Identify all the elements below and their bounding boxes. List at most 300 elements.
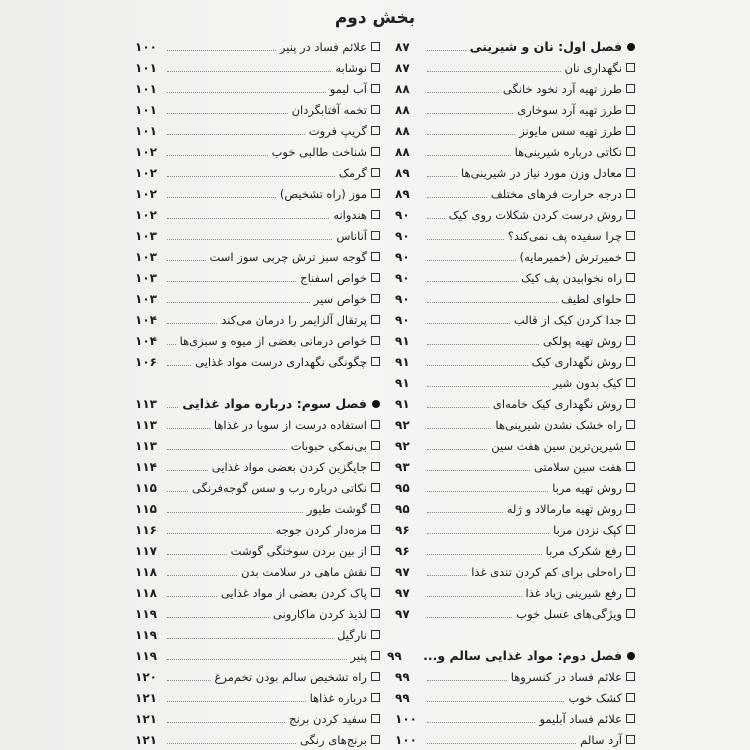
toc-entry-row [135,78,380,99]
page-number: ۱۱۹ [135,606,157,621]
checkbox-square-icon [626,588,635,597]
checkbox-square-icon [371,441,380,450]
page-number: ۱۱۵ [135,501,157,516]
toc-entry-row [135,561,380,582]
entry-title: روش تهیه مربا [552,480,622,495]
checkbox-square-icon [626,609,635,618]
checkbox-square-icon [626,693,635,702]
entry-title: روش نگهداری کیک خامه‌ای [492,396,622,411]
toc-entry-row [395,162,635,183]
entry-title: موز (راه تشخیص) [279,186,367,201]
entry-title: خواص درمانی بعضی از میوه و سبزی‌ها [179,333,367,348]
entry-title: روش تهیه مارمالاد و ژله [506,501,622,516]
dot-leader [167,596,217,597]
checkbox-square-icon [371,336,380,345]
dot-leader [167,92,326,93]
dot-leader [167,638,333,639]
toc-entry-row [135,729,380,750]
dot-leader [167,218,329,219]
page-number: ۱۰۶ [135,354,157,369]
toc-entry-row [395,78,635,99]
entry-title: لذیذ کردن ماکارونی [272,606,367,621]
dot-leader [427,407,489,408]
checkbox-square-icon [371,693,380,702]
checkbox-square-icon [371,252,380,261]
dot-leader [167,743,296,744]
checkbox-square-icon [626,168,635,177]
checkbox-square-icon [371,420,380,429]
entry-title: خواص سیر [313,291,367,306]
entry-title: چرا سفیده پف نمی‌کند؟ [507,228,622,243]
entry-title: جدا کردن کیک از قالب [513,312,622,327]
page-number: ۱۱۳ [135,438,157,453]
section-heading: بخش دوم [334,8,416,28]
dot-leader [427,50,466,51]
page-number: ۱۱۴ [135,459,157,474]
checkbox-square-icon [371,357,380,366]
checkbox-square-icon [626,273,635,282]
dot-leader [167,428,210,429]
checkbox-square-icon [371,273,380,282]
toc-entry-row [395,603,635,624]
chapter-title: فصل اول: نان و شیرینی [469,39,622,54]
entry-title: حلوای لطیف [560,291,622,306]
page-number: ۱۰۳ [135,228,157,243]
entry-title: علائم فساد در پنیر [279,39,367,54]
page-number: ۱۱۶ [135,522,157,537]
toc-entry-row [135,645,380,666]
entry-title: نارگیل [337,627,367,642]
entry-title: گریپ فروت [308,123,367,138]
toc-entry-row [135,666,380,687]
dot-leader [427,239,504,240]
page-number: ۱۱۷ [135,543,157,558]
dot-leader [427,596,522,597]
toc-entry-row [395,57,635,78]
checkbox-square-icon [626,504,635,513]
toc-entry-row [395,372,635,393]
entry-title: آرد سالم [580,732,622,747]
dot-leader [427,302,557,303]
checkbox-square-icon [371,609,380,618]
dot-leader [167,281,296,282]
toc-entry-row [395,99,635,120]
toc-entry-row [395,708,635,729]
toc-entry-row [135,519,380,540]
page-number: ۹۱ [395,354,410,369]
checkbox-square-icon [371,630,380,639]
dot-leader [427,218,445,219]
entry-title: پنیر [350,648,367,663]
page-number: ۸۸ [395,81,410,96]
page-number: ۸۷ [395,39,410,54]
entry-title: نقش ماهی در سلامت بدن [241,564,367,579]
entry-title: گرمک [338,165,367,180]
dot-leader [167,197,276,198]
checkbox-square-icon [371,294,380,303]
page-number: ۱۰۴ [135,333,157,348]
checkbox-square-icon [626,420,635,429]
dot-leader [167,701,306,702]
entry-title: رفع شکرک مربا [545,543,622,558]
page-number: ۹۵ [395,501,410,516]
page-number: ۱۰۲ [135,144,157,159]
page-number: ۱۰۱ [135,81,157,96]
dot-leader [167,260,206,261]
entry-title: راه خشک نشدن شیرینی‌ها [495,417,622,432]
page-number: ۱۰۲ [135,165,157,180]
checkbox-square-icon [626,462,635,471]
entry-title: راه نخوابیدن پف کیک [521,270,622,285]
entry-title: روش درست کردن شکلات روی کیک [448,207,622,222]
dot-leader [167,533,272,534]
checkbox-square-icon [371,315,380,324]
toc-entry-row [395,435,635,456]
checkbox-square-icon [371,588,380,597]
checkbox-square-icon [371,147,380,156]
checkbox-square-icon [371,735,380,744]
dot-leader [167,554,227,555]
toc-entry-row [135,183,380,204]
toc-entry-row [395,393,635,414]
toc-entry-row [395,183,635,204]
toc-entry-row [135,204,380,225]
dot-leader [427,554,542,555]
entry-title: خواص اسفناج [300,270,367,285]
dot-leader [167,470,208,471]
dot-leader [427,281,517,282]
entry-title: شیرین‌ترین سین هفت سین [491,438,622,453]
dot-leader [427,743,576,744]
dot-leader [167,71,331,72]
dot-leader [167,302,310,303]
entry-title: طرز تهیه آرد نخود خانگی [502,81,622,96]
entry-title: جایگزین کردن بعضی مواد غذایی [211,459,367,474]
checkbox-square-icon [371,672,380,681]
toc-entry-row [395,204,635,225]
checkbox-square-icon [371,42,380,51]
dot-leader [167,344,176,345]
checkbox-square-icon [626,546,635,555]
dot-leader [167,659,347,660]
checkbox-square-icon [371,546,380,555]
entry-title: معادل وزن مورد نیاز در شیرینی‌ها [461,165,622,180]
page-number: ۹۹ [387,648,402,663]
toc-column-left [135,36,380,750]
checkbox-square-icon [626,189,635,198]
checkbox-square-icon [626,210,635,219]
toc-entry-row [395,309,635,330]
entry-title: ویژگی‌های عسل خوب [516,606,622,621]
toc-entry-row [395,561,635,582]
page-number: ۹۱ [395,375,410,390]
page-number: ۹۱ [395,396,410,411]
checkbox-square-icon [626,483,635,492]
checkbox-square-icon [371,714,380,723]
checkbox-square-icon [371,126,380,135]
toc-entry-row [135,288,380,309]
page-number: ۱۰۱ [135,60,157,75]
checkbox-square-icon [626,63,635,72]
page-number: ۹۰ [395,207,410,222]
entry-title: شناخت طالبی خوب [271,144,367,159]
page-number: ۹۳ [395,459,410,474]
entry-title: کیک بدون شیر [552,375,622,390]
checkbox-square-icon [626,84,635,93]
entry-title: چگونگی نگهداری درست مواد غذایی [195,354,367,369]
entry-title: پاک کردن بعضی از مواد غذایی [220,585,367,600]
page-number: ۱۰۱ [135,102,157,117]
toc-entry-row [395,414,635,435]
checkbox-square-icon [371,84,380,93]
entry-title: بی‌نمکی حبوبات [290,438,367,453]
toc-entry-row [135,36,380,57]
entry-title: روش تهیه پولکی [542,333,622,348]
dot-leader [427,470,530,471]
toc-spacer [135,372,380,393]
checkbox-square-icon [626,567,635,576]
toc-entry-row [135,708,380,729]
toc-entry-row [135,225,380,246]
dot-leader [167,365,191,366]
entry-title: مزه‌دار کردن جوجه [275,522,367,537]
toc-chapter-row [135,393,380,414]
dot-leader [427,71,561,72]
toc-entry-row [395,582,635,603]
checkbox-square-icon [626,147,635,156]
toc-spacer [395,624,635,645]
entry-title: روش نگهداری کیک [531,354,622,369]
toc-entry-row [135,477,380,498]
entry-title: نکاتی درباره رب و سس گوجه‌فرنگی [192,480,367,495]
toc-entry-row [395,351,635,372]
entry-title: هفت سین سلامتی [533,459,622,474]
dot-leader [167,50,276,51]
checkbox-square-icon [626,441,635,450]
page-number: ۹۲ [395,438,410,453]
page-number: ۱۰۳ [135,270,157,285]
page-number: ۹۹ [395,669,410,684]
checkbox-square-icon [626,378,635,387]
entry-title: کشک خوب [568,690,622,705]
page-number: ۱۰۰ [135,39,157,54]
toc-entry-row [135,582,380,603]
page-number: ۱۱۳ [135,396,157,411]
dot-leader [427,344,539,345]
toc-entry-row [135,57,380,78]
toc-entry-row [135,267,380,288]
checkbox-square-icon [371,504,380,513]
toc-entry-row [135,540,380,561]
checkbox-square-icon [371,168,380,177]
toc-entry-row [395,288,635,309]
dot-leader [167,512,303,513]
page-number: ۱۰۰ [395,711,417,726]
chapter-title: فصل سوم: درباره مواد غذایی [182,396,367,411]
dot-leader [427,323,510,324]
entry-title: گوجه سبز ترش چربی سوز است [209,249,367,264]
checkbox-square-icon [626,357,635,366]
entry-title: رفع شیرینی زیاد غذا [525,585,622,600]
toc-entry-row [395,141,635,162]
page-number: ۱۲۱ [135,732,157,747]
page-number: ۹۱ [395,333,410,348]
dot-leader [427,365,528,366]
checkbox-square-icon [371,651,380,660]
entry-title: آب لیمو [329,81,367,96]
entry-title: درباره غذاها [309,690,367,705]
page-number: ۱۲۱ [135,690,157,705]
dot-leader [427,680,507,681]
page-number: ۱۰۲ [135,186,157,201]
toc-entry-row [395,540,635,561]
dot-leader [427,491,548,492]
toc-entry-row [395,519,635,540]
page-number: ۹۵ [395,480,410,495]
dot-leader [167,575,237,576]
toc-entry-row [135,603,380,624]
dot-leader [167,449,287,450]
entry-title: برنج‌های رنگی [299,732,367,747]
entry-title: گوشت طیور [306,501,367,516]
toc-entry-row [135,246,380,267]
entry-title: طرز تهیه سس مایونز [519,123,622,138]
checkbox-square-icon [626,231,635,240]
page-number: ۸۸ [395,144,410,159]
dot-leader [427,428,491,429]
checkbox-square-icon [371,105,380,114]
dot-leader [167,323,217,324]
dot-leader [167,617,269,618]
dot-leader [427,701,564,702]
checkbox-square-icon [626,672,635,681]
page-number: ۱۰۳ [135,249,157,264]
dot-leader [427,512,503,513]
page-number: ۱۰۴ [135,312,157,327]
toc-entry-row [135,162,380,183]
checkbox-square-icon [626,336,635,345]
dot-leader [167,491,188,492]
toc-entry-row [135,120,380,141]
bullet-icon [372,400,380,408]
dot-leader [427,155,511,156]
page-number: ۱۱۹ [135,648,157,663]
page-number: ۱۰۳ [135,291,157,306]
entry-title: سفید کردن برنج [289,711,367,726]
page-number: ۸۸ [395,102,410,117]
toc-entry-row [135,435,380,456]
page-number: ۹۰ [395,249,410,264]
toc-entry-row [135,624,380,645]
toc-column-right [387,36,635,750]
dot-leader [427,260,516,261]
toc-entry-row [135,330,380,351]
toc-entry-row [395,687,635,708]
page-number: ۹۷ [395,606,410,621]
toc-entry-row [135,141,380,162]
checkbox-square-icon [371,525,380,534]
checkbox-square-icon [371,462,380,471]
entry-title: نوشابه [335,60,367,75]
dot-leader [427,92,499,93]
dot-leader [427,197,487,198]
entry-title: راه‌حلی برای کم کردن تندی غذا [471,564,622,579]
dot-leader [167,176,335,177]
toc-entry-row [135,414,380,435]
entry-title: پرتقال آلزایمر را درمان می‌کند [221,312,367,327]
checkbox-square-icon [626,399,635,408]
dot-leader [427,722,535,723]
toc-entry-row [135,351,380,372]
dot-leader [167,722,285,723]
entry-title: راه تشخیص سالم بودن تخم‌مرغ [214,669,367,684]
toc-entry-row [395,477,635,498]
toc-entry-row [395,330,635,351]
page-number: ۱۱۵ [135,480,157,495]
toc-entry-row [395,225,635,246]
entry-title: نگهداری نان [564,60,622,75]
toc-entry-row [135,687,380,708]
toc-chapter-row [395,36,635,57]
checkbox-square-icon [626,294,635,303]
page-number: ۹۹ [395,690,410,705]
dot-leader [167,239,332,240]
checkbox-square-icon [371,189,380,198]
checkbox-square-icon [371,210,380,219]
page-number: ۸۹ [395,165,410,180]
entry-title: خمیرترش (خمیرمایه) [519,249,622,264]
entry-title: علائم فساد آبلیمو [539,711,622,726]
toc-entry-row [135,309,380,330]
checkbox-square-icon [626,126,635,135]
dot-leader [427,449,487,450]
page-number: ۱۱۹ [135,627,157,642]
page-number: ۹۰ [395,291,410,306]
checkbox-square-icon [371,63,380,72]
toc-entry-row [395,456,635,477]
entry-title: هندوانه [333,207,367,222]
page-number: ۹۷ [395,564,410,579]
checkbox-square-icon [371,231,380,240]
checkbox-square-icon [626,525,635,534]
dot-leader [167,134,305,135]
page-number: ۱۱۳ [135,417,157,432]
toc-entry-row [135,99,380,120]
entry-title: از بین بردن سوختگی گوشت [230,543,367,558]
checkbox-square-icon [626,714,635,723]
bullet-icon [627,43,635,51]
checkbox-square-icon [626,315,635,324]
dot-leader [427,113,513,114]
checkbox-square-icon [371,483,380,492]
page-number: ۱۲۰ [135,669,157,684]
toc-entry-row [395,246,635,267]
dot-leader [427,533,549,534]
toc-entry-row [395,729,635,750]
entry-title: درجه حرارت فرهای مختلف [490,186,622,201]
page-number: ۱۰۲ [135,207,157,222]
dot-leader [427,386,549,387]
dot-leader [167,680,211,681]
page-number: ۹۰ [395,312,410,327]
checkbox-square-icon [626,105,635,114]
page-number: ۱۰۰ [395,732,417,747]
entry-title: استفاده درست از سویا در غذاها [213,417,367,432]
entry-title: آناناس [336,228,367,243]
page-number: ۱۱۸ [135,585,157,600]
toc-entry-row [395,498,635,519]
page-number: ۹۰ [395,228,410,243]
